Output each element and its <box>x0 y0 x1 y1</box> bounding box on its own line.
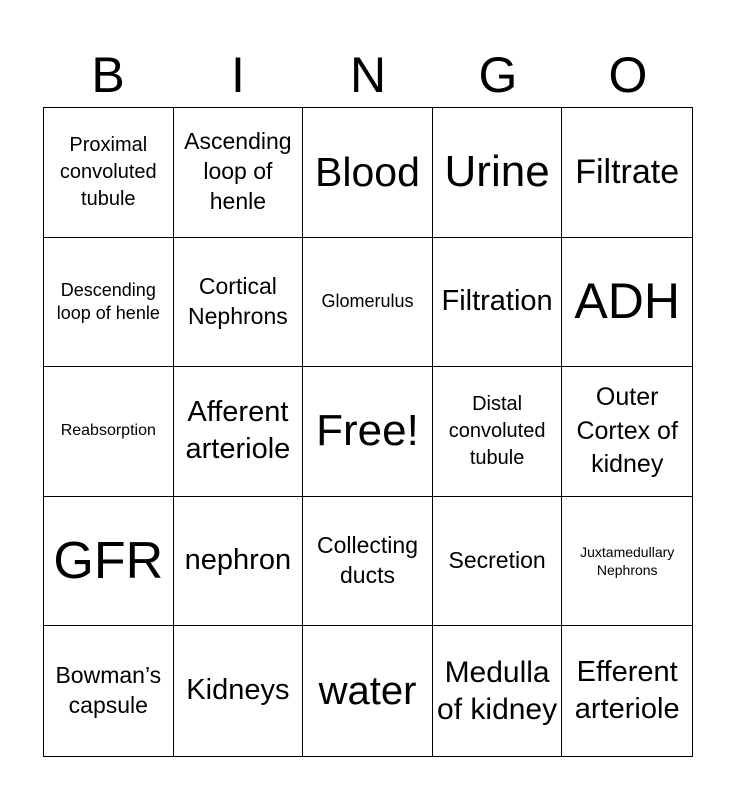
bingo-header <box>43 44 693 106</box>
bingo-cell[interactable] <box>303 238 433 368</box>
cell-label: Bowman’s capsule <box>55 662 162 719</box>
cell-label: Descending loop of henle <box>56 279 160 323</box>
cell-label: Ascending loop of henle <box>184 128 292 215</box>
bingo-cell[interactable] <box>44 626 174 756</box>
bingo-cell[interactable] <box>562 108 692 238</box>
cell-label: Collecting ducts <box>316 532 418 589</box>
header-letter-g: G <box>478 47 518 103</box>
cell-label: Outer Cortex of kidney <box>576 382 678 479</box>
cell-label: water <box>318 669 417 714</box>
bingo-cell[interactable] <box>303 108 433 238</box>
cell-label: ADH <box>574 273 680 330</box>
free-space-label: Free! <box>316 406 419 456</box>
cell-label: Secretion <box>448 547 546 574</box>
header-letter-i: I <box>231 47 245 103</box>
bingo-cell[interactable] <box>433 238 563 368</box>
cell-label: Efferent arteriole <box>574 655 680 726</box>
bingo-cell[interactable] <box>562 367 692 497</box>
bingo-cell[interactable] <box>44 108 174 238</box>
cell-label: Medulla of kidney <box>437 655 558 727</box>
bingo-cell[interactable] <box>562 626 692 756</box>
bingo-cell[interactable] <box>174 367 304 497</box>
bingo-cell[interactable] <box>433 367 563 497</box>
bingo-cell[interactable] <box>174 238 304 368</box>
bingo-board <box>43 107 693 757</box>
cell-label: Blood <box>315 148 420 195</box>
bingo-cell[interactable] <box>44 497 174 627</box>
bingo-cell[interactable] <box>433 497 563 627</box>
cell-label: Reabsorption <box>60 422 156 440</box>
bingo-cell[interactable] <box>174 497 304 627</box>
cell-label: Proximal convoluted tubule <box>59 133 157 210</box>
cell-label: Filtrate <box>575 152 680 191</box>
cell-label: Filtration <box>441 285 553 318</box>
cell-label: Kidneys <box>186 674 290 707</box>
bingo-cell[interactable] <box>562 238 692 368</box>
cell-label: Cortical Nephrons <box>188 273 288 329</box>
cell-label: GFR <box>53 531 164 590</box>
cell-label: Urine <box>444 147 550 197</box>
cell-label: Afferent arteriole <box>185 395 291 466</box>
header-letter-o: O <box>608 47 648 103</box>
free-space[interactable] <box>303 367 433 497</box>
bingo-cell[interactable] <box>44 367 174 497</box>
header-letter-n: N <box>349 47 387 103</box>
bingo-cell[interactable] <box>562 497 692 627</box>
cell-label: nephron <box>184 544 292 577</box>
bingo-cell[interactable] <box>303 626 433 756</box>
bingo-cell[interactable] <box>174 108 304 238</box>
bingo-cell[interactable] <box>174 626 304 756</box>
header-letter-b: B <box>91 47 125 103</box>
cell-label: Glomerulus <box>321 291 414 312</box>
bingo-cell[interactable] <box>433 626 563 756</box>
bingo-cell[interactable] <box>433 108 563 238</box>
bingo-cell[interactable] <box>44 238 174 368</box>
cell-label: Juxtamedullary Nephrons <box>580 543 675 579</box>
cell-label: Distal convoluted tubule <box>448 392 546 469</box>
bingo-cell[interactable] <box>303 497 433 627</box>
